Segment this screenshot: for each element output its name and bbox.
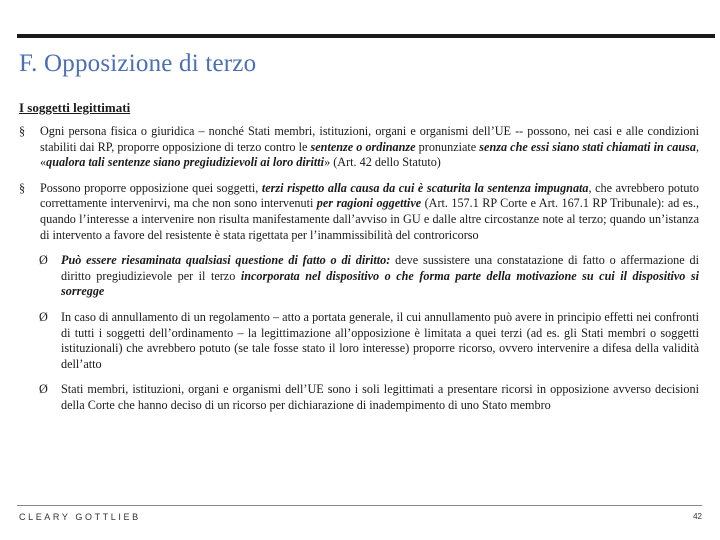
bullet-text: pronunziate (415, 139, 480, 154)
section-heading: I soggetti legittimati (19, 100, 131, 115)
bullet-item (19, 124, 699, 171)
bullet-emphasis: terzi rispetto alla causa da cui è scaturita la sentenza impugnata (261, 180, 589, 195)
bullet-emphasis: qualora tali sentenze siano pregiudizievoli ai loro diritti (46, 155, 325, 170)
bullet-marker: § (19, 180, 26, 195)
sub-bullet-text: deve sussistere una constatazione di fatto o affermazione di diritto pregiudizievole per il terzo (61, 253, 699, 283)
footer-logo: CLEARY GOTTLIEB (19, 512, 141, 522)
footer-rule (17, 505, 702, 506)
bullet-text: Ogni persona fisica o giuridica – nonché Stati membri, istituzioni, organi e organismi dell’UE -- possono, nei casi e alle condizioni stabiliti dai RP, proporre opposizione di terzo contro le (40, 124, 699, 154)
bullet-text: (Art. 157.1 RP Corte e Art. 167.1 RP Tribunale): ad es., quando l’interesse a intervenire non risulta manifestamente dall’avviso in GU e dalle altre circostanze note al terzo; quando un’istanza di intervento a favore del resistente è stata rigettata per l’inammissibilità del controricorso (40, 196, 699, 242)
sub-bullet-item (19, 310, 699, 372)
bullet-item (19, 181, 699, 243)
bullet-text: » (Art. 42 dello Statuto) (324, 155, 441, 170)
content-body (19, 124, 699, 424)
arrow-bullet-icon: Ø (39, 382, 48, 397)
page-title: F. Opposizione di terzo (19, 50, 257, 77)
sub-bullet-text: In caso di annullamento di un regolamento – atto a portata generale, il cui annullamento può avere in principio effetti nei confronti di tutti i soggetti dell’ordinamento – la legittimazione all’opposizione è limitata a quei terzi (ad es. gli Stati membri o soggetti istituzionali) che avrebbero potuto (se tale fosse stato il loro interesse) proporre ricorso, ovvero intervenire a difesa della validità dell’atto (61, 309, 699, 371)
top-rule (17, 34, 715, 38)
bullet-text: , « (40, 139, 700, 170)
bullet-text: , che avrebbero potuto correttamente intervenirvi, ma che non sono intervenuti (40, 180, 699, 211)
bullet-emphasis: per ragioni oggettive (316, 196, 422, 211)
bullet-emphasis: senza che essi siano stati chiamati in causa (479, 139, 696, 154)
sub-bullet-text: Stati membri, istituzioni, organi e organismi dell’UE sono i soli legittimati a presentare ricorsi in opposizione avverso decisioni della Corte che hanno deciso di un ricorso per dichiarazione di inadempimento di uno Stato membro (61, 382, 699, 412)
bullet-emphasis: sentenze o ordinanze (310, 139, 416, 154)
bullet-marker: § (19, 124, 26, 138)
sub-bullet-item (19, 253, 699, 300)
sub-bullet-emphasis: incorporata nel dispositivo o che forma parte della motivazione su cui il dispositivo si sorregge (61, 268, 699, 299)
sub-bullet-emphasis: Può essere riesaminata qualsiasi questione di fatto o di diritto: (61, 253, 391, 268)
page-number: 42 (693, 512, 702, 521)
arrow-bullet-icon: Ø (39, 309, 48, 324)
bullet-text: Possono proporre opposizione quei soggetti, (40, 180, 262, 195)
arrow-bullet-icon: Ø (39, 253, 48, 268)
sub-bullet-item (19, 382, 699, 413)
